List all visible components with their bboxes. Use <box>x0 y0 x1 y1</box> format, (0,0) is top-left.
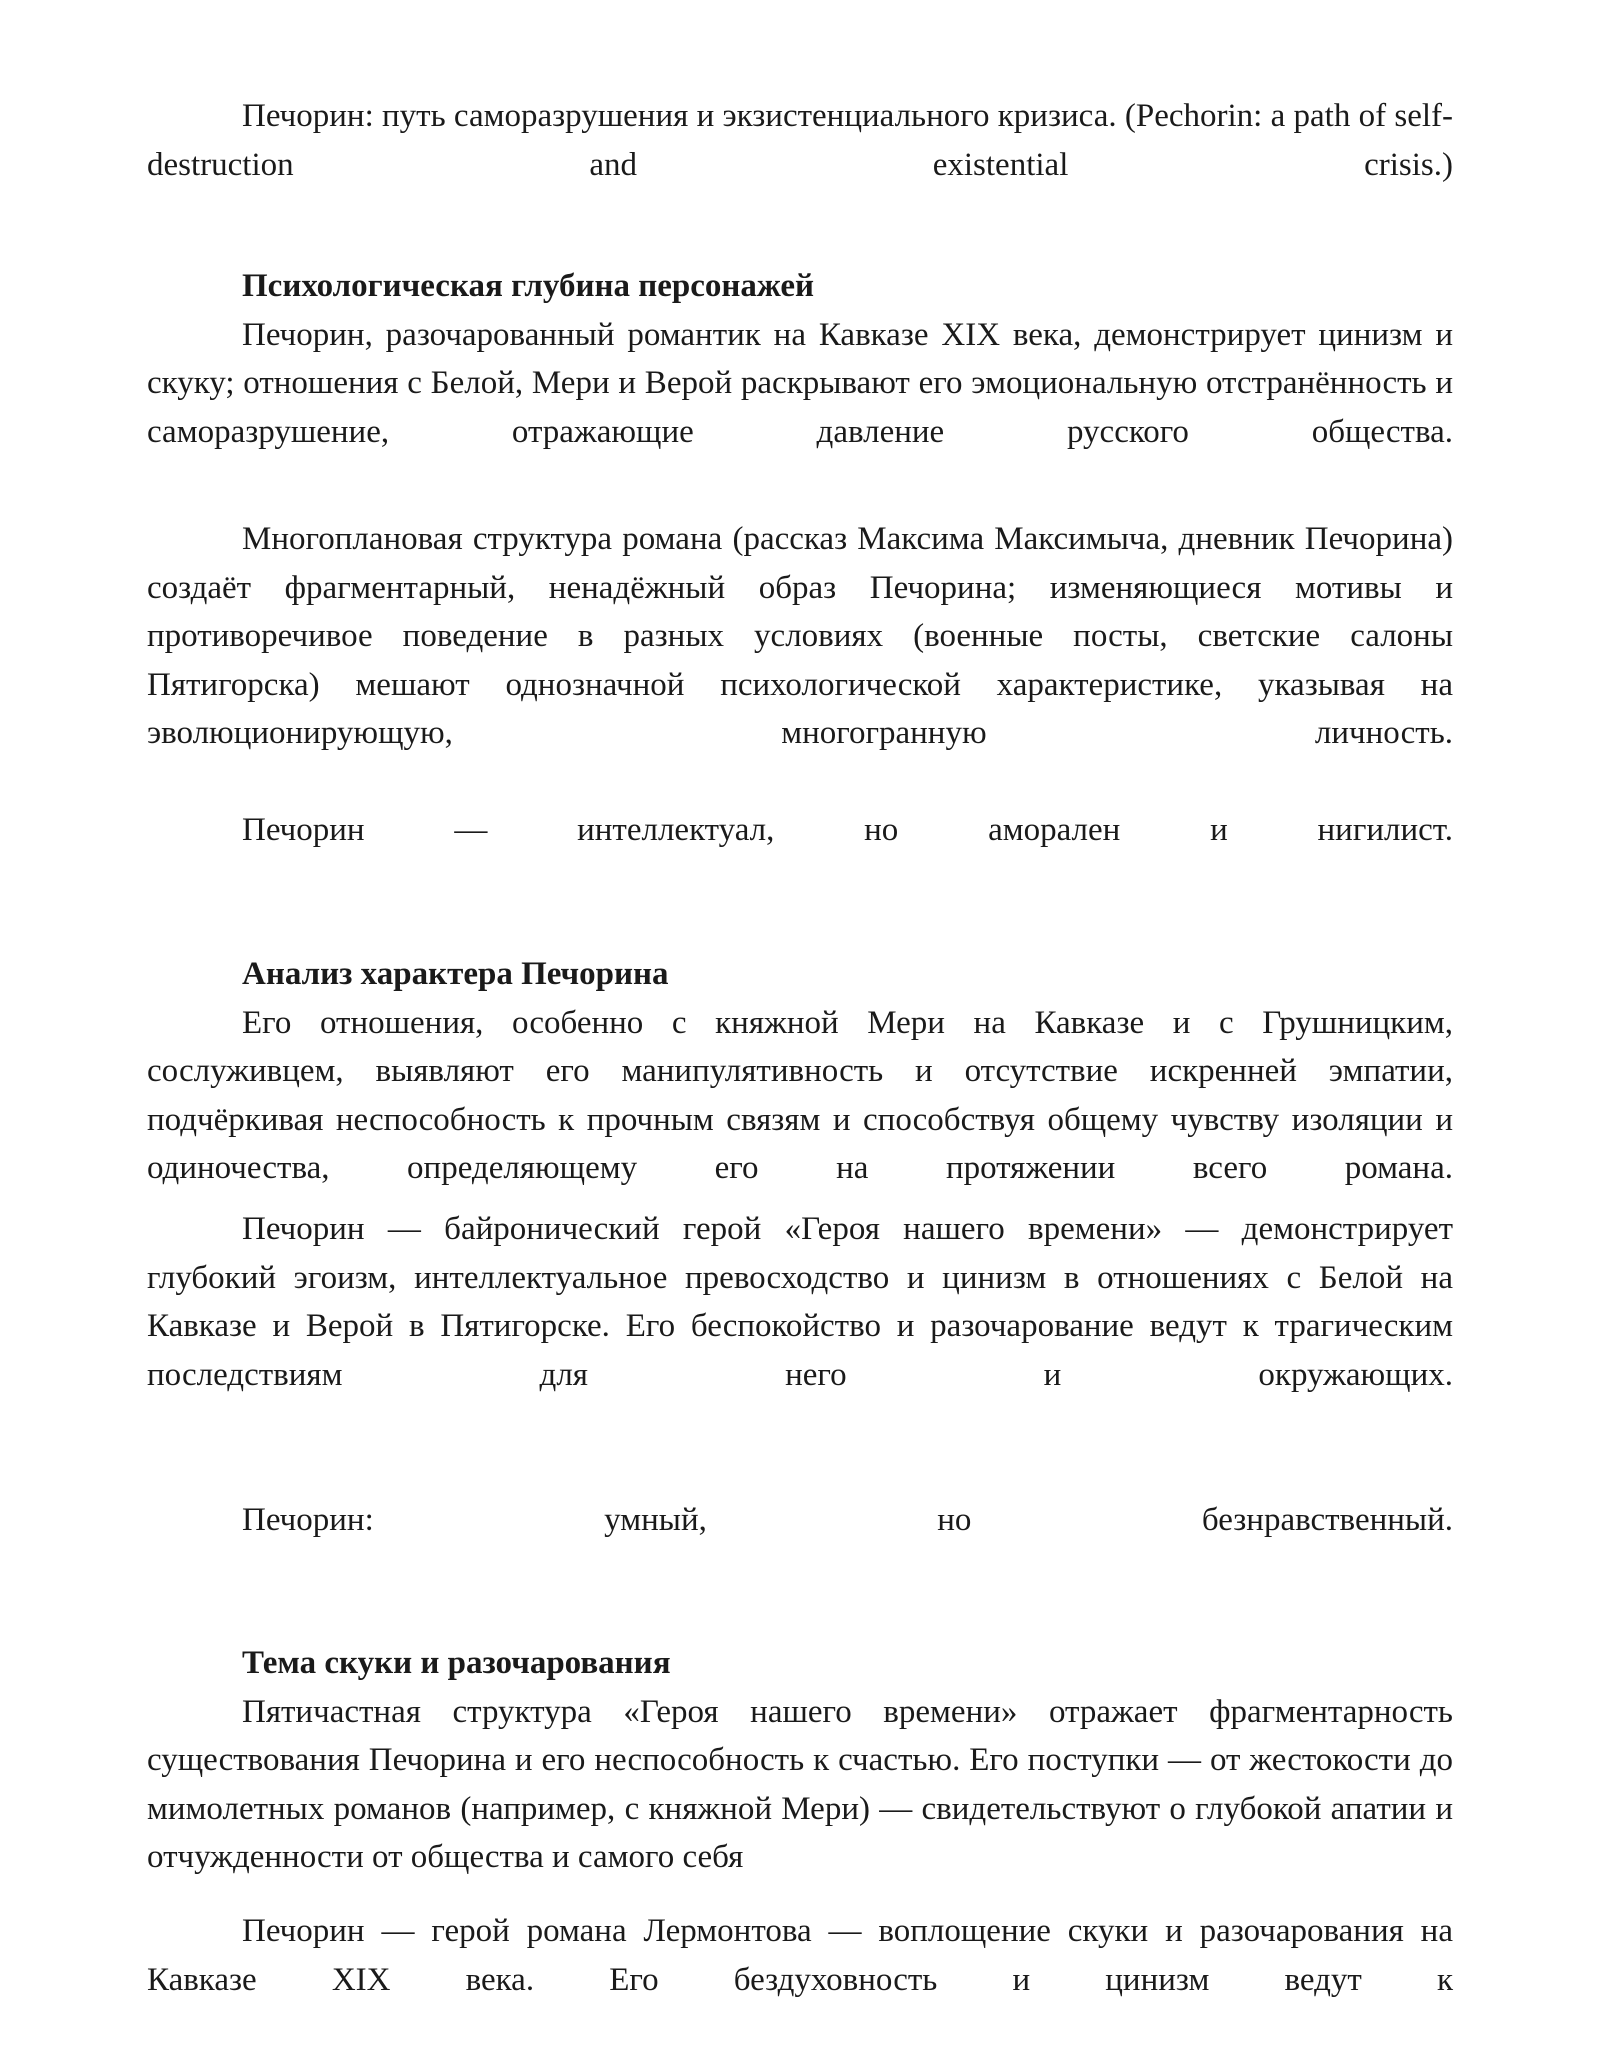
byronic-block <box>147 1205 1453 1399</box>
summary-1-block <box>147 806 1453 855</box>
byronic-paragraph: Печорин — байронический герой «Героя нашего времени» — демонстрирует глубокий эгоизм, интеллектуальное превосходство и цинизм в отношениях с Белой на Кавказе и Верой в Пятигорске. Его беспокойство и разочарование ведут к трагическим последствиям для него и окружающих. <box>147 1211 1453 1393</box>
final-paragraph: Печорин — герой романа Лермонтова — воплощение скуки и разочарования на Кавказе XIX века. Его бездуховность и цинизм ведут к <box>147 1913 1453 1998</box>
summary-paragraph: Печорин: умный, но безнравственный. <box>242 1502 1453 1538</box>
structure-block <box>147 515 1453 758</box>
final-block <box>147 1907 1453 2004</box>
structure-paragraph: Многоплановая структура романа (рассказ Максима Максимыча, дневник Печорина) создаёт фрагментарный, ненадёжный образ Печорина; изменяющиеся мотивы и противоречивое поведение в разных условиях (военные посты, светские салоны Пятигорска) мешают однозначной психологической характеристике, указывая на эволюционирующую, многогранную личность. <box>147 521 1453 751</box>
summary-paragraph: Печорин — интеллектуал, но аморален и нигилист. <box>242 812 1453 848</box>
summary-2-block <box>147 1496 1453 1545</box>
section-psychology <box>147 262 1453 456</box>
section-paragraph: Пятичастная структура «Героя нашего времени» отражает фрагментарность существования Печорина и его неспособность к счастью. Его поступки — от жестокости до мимолетных романов (например, с княжной Мери) — свидетельствуют о глубокой апатии и отчужденности от общества и самого себя <box>147 1693 1453 1875</box>
section-character <box>147 950 1453 1193</box>
section-heading: Анализ характера Печорина <box>242 956 669 992</box>
section-heading: Тема скуки и разочарования <box>242 1645 671 1681</box>
section-paragraph: Его отношения, особенно с княжной Мери на Кавказе и с Грушницким, сослуживцем, выявляют его манипулятивность и отсутствие искренней эмпатии, подчёркивая неспособность к прочным связям и способствуя общему чувству изоляции и одиночества, определяющему его на протяжении всего романа. <box>147 1004 1453 1186</box>
section-heading: Психологическая глубина персонажей <box>242 268 815 304</box>
section-paragraph: Печорин, разочарованный романтик на Кавказе XIX века, демонстрирует цинизм и скуку; отношения с Белой, Мери и Верой раскрывают его эмоциональную отстранённость и саморазрушение, отражающие давление русского общества. <box>147 316 1453 450</box>
intro-block <box>147 92 1453 189</box>
section-boredom <box>147 1639 1453 1882</box>
intro-paragraph: Печорин: путь саморазрушения и экзистенциального кризиса. (Pechorin: a path of self-destruction and existential crisis.) <box>147 98 1453 183</box>
